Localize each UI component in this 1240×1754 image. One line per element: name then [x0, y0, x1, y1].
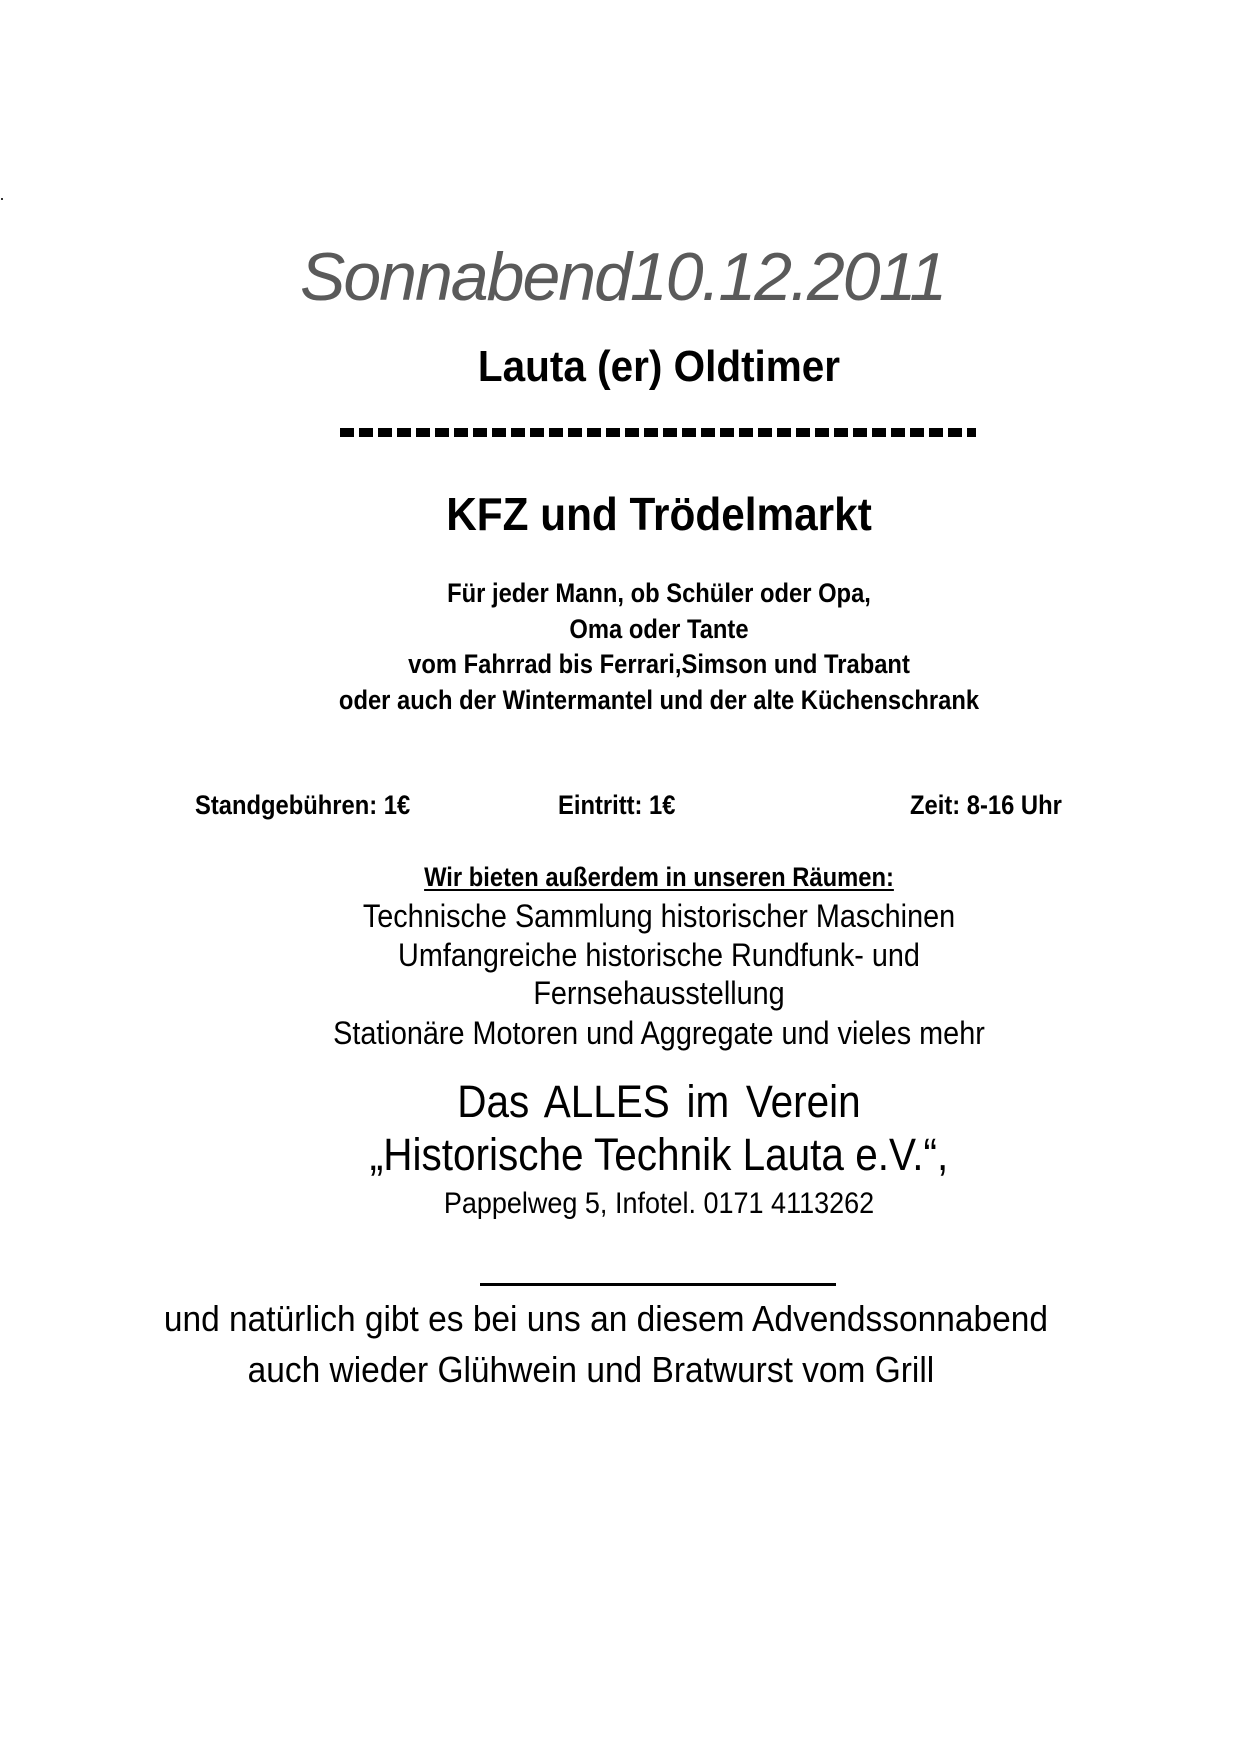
stand-fee: Standgebühren: 1€ — [195, 790, 411, 820]
market-title: KFZ und Trödelmarkt — [446, 488, 872, 540]
entry-fee: Eintritt: 1€ — [558, 790, 676, 820]
address-contact: Pappelweg 5, Infotel. 0171 4113262 — [443, 1187, 875, 1220]
date-heading: Sonnabend10.12.2011 — [300, 239, 946, 315]
offer-heading: Wir bieten außerdem in unseren Räumen: — [424, 862, 894, 892]
opening-time: Zeit: 8-16 Uhr — [910, 790, 1062, 820]
closing-line: auch wieder Glühwein und Bratwurst vom Grill — [247, 1349, 935, 1390]
offer-line: Stationäre Motoren und Aggregate und vieles mehr — [333, 1015, 985, 1051]
offer-line: Technische Sammlung historischer Maschinen — [362, 898, 956, 934]
closing-line: und natürlich gibt es bei uns an diesem Advendssonnabend — [163, 1298, 1048, 1339]
event-title: Lauta (er) Oldtimer — [477, 342, 841, 391]
offer-line: Umfangreiche historische Rundfunk- und — [398, 937, 920, 973]
intro-line: Für jeder Mann, ob Schüler oder Opa, — [447, 578, 871, 608]
offer-line: Fernsehausstellung — [533, 975, 785, 1011]
intro-line: oder auch der Wintermantel und der alte Küchenschrank — [338, 685, 980, 715]
scan-artifact — [1, 198, 3, 200]
verein-name: „Historische Technik Lauta e.V.“, — [369, 1129, 949, 1180]
divider-line — [480, 1283, 836, 1286]
verein-intro: Das ALLES im Verein — [457, 1076, 861, 1127]
intro-line: Oma oder Tante — [569, 614, 749, 644]
dashed-divider — [340, 428, 976, 437]
intro-line: vom Fahrrad bis Ferrari,Simson und Trabant — [408, 649, 910, 679]
